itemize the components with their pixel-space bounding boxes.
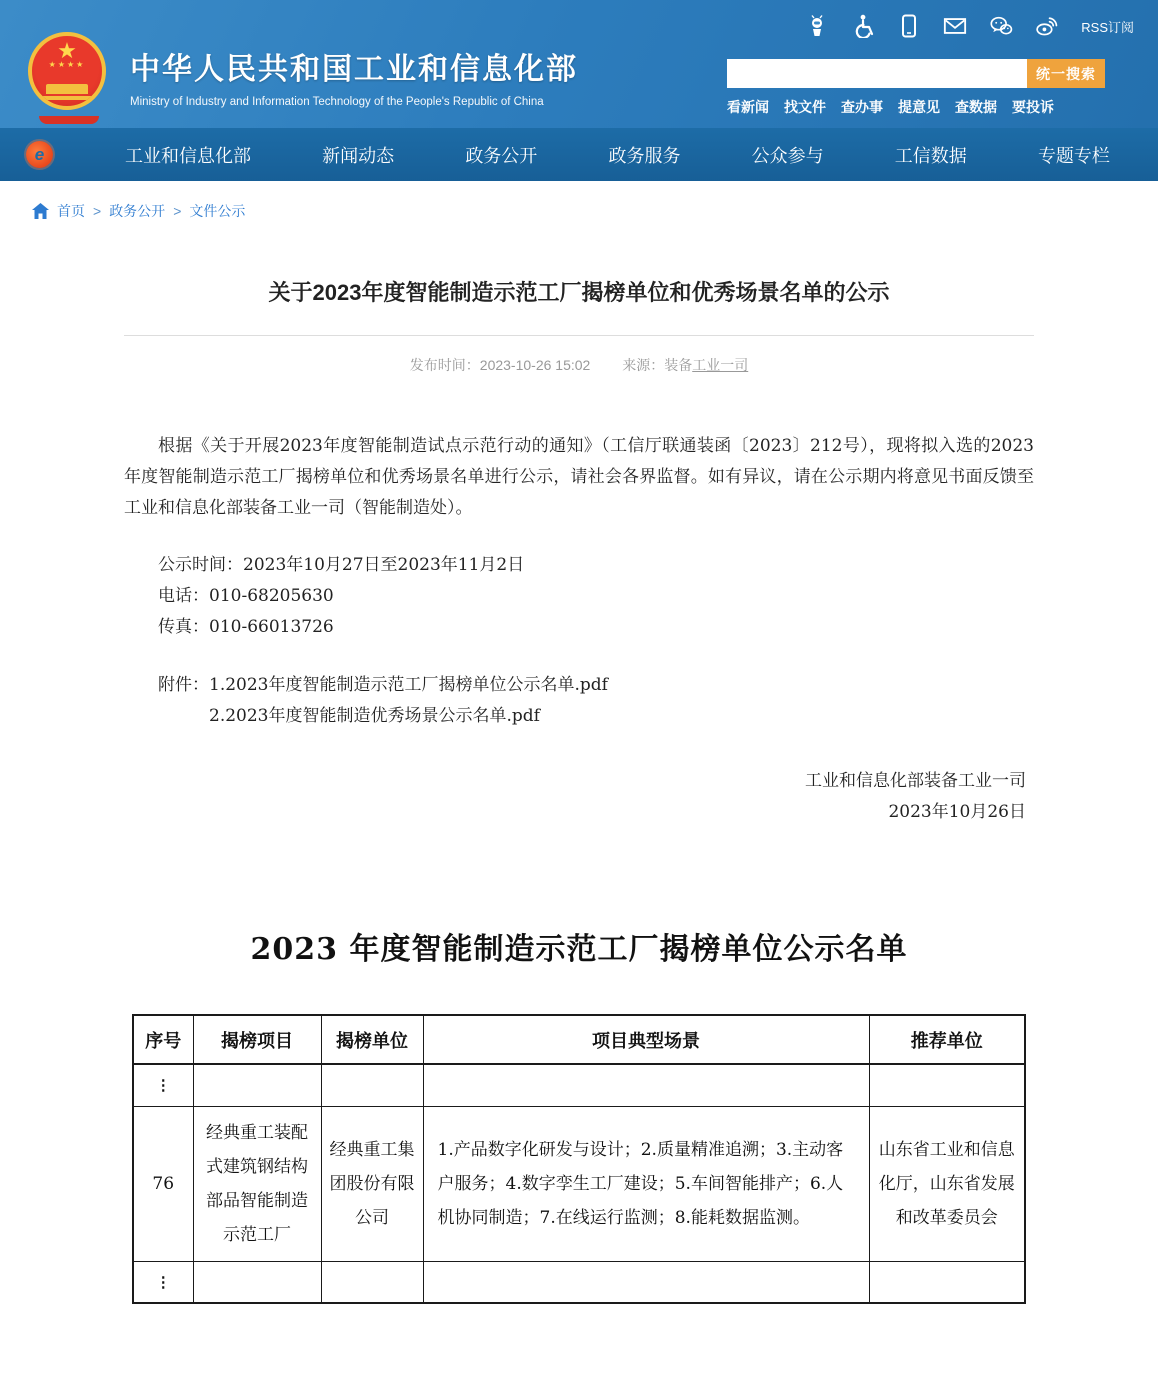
attachment-link-2[interactable]: 2.2023年度智能制造优秀场景公示名单.pdf xyxy=(209,706,540,726)
col-header-no: 序号 xyxy=(133,1015,193,1064)
table-row-ellipsis-bottom xyxy=(133,1261,1025,1303)
source-prefix: 来源：装备 xyxy=(622,357,693,373)
weibo-icon[interactable] xyxy=(1035,14,1059,38)
accessibility-icon[interactable] xyxy=(851,14,875,38)
rss-subscribe-link[interactable]: RSS订阅 xyxy=(1081,19,1134,35)
ellipsis-marker: ⋮ xyxy=(155,1272,171,1291)
breadcrumb-file-publicity[interactable]: 文件公示 xyxy=(189,203,246,219)
attachment-link-1[interactable]: 1.2023年度智能制造示范工厂揭榜单位公示名单.pdf xyxy=(209,675,608,695)
quick-link-complaint[interactable]: 要投诉 xyxy=(1012,99,1054,115)
nav-item-home[interactable]: 工业和信息化部 xyxy=(125,145,251,166)
fax-line: 传真：010-66013726 xyxy=(158,617,334,637)
emblem-ribbon-icon xyxy=(39,116,99,124)
breadcrumb-gov-open[interactable]: 政务公开 xyxy=(109,203,166,219)
emblem-star-icon: ★ xyxy=(57,38,77,63)
emblem-gate-base-icon xyxy=(41,96,93,100)
search-area xyxy=(727,59,1105,117)
nav-item-gov-open[interactable]: 政务公开 xyxy=(465,145,538,166)
article-meta xyxy=(124,355,1034,375)
info-lines xyxy=(158,550,1034,643)
topbar-icons xyxy=(805,14,1134,38)
nav-item-news[interactable]: 新闻动态 xyxy=(322,145,395,166)
cell-no: 76 xyxy=(133,1106,193,1261)
search-input[interactable] xyxy=(727,59,1027,88)
phone-line: 电话：010-68205630 xyxy=(158,586,334,606)
site-branding[interactable] xyxy=(28,32,578,120)
breadcrumb-separator: > xyxy=(173,203,182,219)
table-header-row xyxy=(133,1015,1025,1064)
cell-unit: 经典重工集团股份有限公司 xyxy=(321,1106,423,1261)
nav-logo-icon[interactable]: e xyxy=(26,141,53,168)
emblem-gate-icon xyxy=(46,84,88,94)
quick-link-suggest[interactable]: 提意见 xyxy=(898,99,940,115)
site-header xyxy=(0,0,1158,128)
article xyxy=(124,277,1034,968)
quick-link-news[interactable]: 看新闻 xyxy=(727,99,769,115)
mascot-icon[interactable] xyxy=(805,14,829,38)
breadcrumb-separator: > xyxy=(93,203,102,219)
wechat-icon[interactable] xyxy=(989,14,1013,38)
signature-date: 2023年10月26日 xyxy=(888,802,1026,822)
attachments xyxy=(158,670,1034,732)
roster-heading: 2023 年度智能制造示范工厂揭榜单位公示名单 xyxy=(250,932,908,967)
home-icon[interactable] xyxy=(32,203,49,219)
nav-item-data[interactable]: 工信数据 xyxy=(894,145,967,166)
article-title: 关于2023年度智能制造示范工厂揭榜单位和优秀场景名单的公示 xyxy=(268,280,890,305)
signature-org: 工业和信息化部装备工业一司 xyxy=(805,771,1026,791)
cell-recommender: 山东省工业和信息化厅，山东省发展和改革委员会 xyxy=(869,1106,1025,1261)
main-nav xyxy=(0,128,1158,181)
col-header-unit: 揭榜单位 xyxy=(321,1015,423,1064)
mobile-icon[interactable] xyxy=(897,14,921,38)
ellipsis-marker: ⋮ xyxy=(155,1076,171,1095)
signature-block xyxy=(124,766,1034,828)
site-title-en: Ministry of Industry and Information Technology of the People's Republic of China xyxy=(130,96,544,108)
page-content xyxy=(0,181,1158,1304)
source-department-link[interactable]: 工业一司 xyxy=(692,357,749,373)
unified-search-button[interactable]: 统一搜索 xyxy=(1027,59,1105,88)
site-title-cn: 中华人民共和国工业和信息化部 xyxy=(130,53,578,86)
publicity-period: 公示时间：2023年10月27日至2023年11月2日 xyxy=(158,555,525,575)
quick-link-files[interactable]: 找文件 xyxy=(784,99,826,115)
col-header-project: 揭榜项目 xyxy=(193,1015,321,1064)
mail-icon[interactable] xyxy=(943,14,967,38)
article-paragraph: 根据《关于开展2023年度智能制造试点示范行动的通知》（工信厅联通装函〔2023〕212号），现将拟入选的2023年度智能制造示范工厂揭榜单位和优秀场景名单进行公示，请社会各界监督。如有异议，请在公示期内将意见书面反馈至工业和信息化部装备工业一司（智能制造处）。 xyxy=(124,436,1034,518)
breadcrumb-home[interactable]: 首页 xyxy=(57,203,85,219)
cell-project: 经典重工装配式建筑钢结构部品智能制造示范工厂 xyxy=(193,1106,321,1261)
col-header-scenes: 项目典型场景 xyxy=(423,1015,869,1064)
attachment-label: 附件： xyxy=(158,675,209,695)
national-emblem xyxy=(28,32,110,120)
nav-item-special[interactable]: 专题专栏 xyxy=(1037,145,1110,166)
table-row-ellipsis-top xyxy=(133,1064,1025,1106)
national-emblem-circle xyxy=(28,32,106,110)
nav-item-gov-service[interactable]: 政务服务 xyxy=(608,145,681,166)
title-divider xyxy=(124,335,1034,336)
roster-table xyxy=(132,1014,1026,1304)
emblem-small-stars-icon: ★★★★ xyxy=(48,60,86,69)
quick-links xyxy=(727,97,1105,117)
breadcrumb xyxy=(32,201,1158,221)
nav-item-participation[interactable]: 公众参与 xyxy=(751,145,824,166)
publish-time: 发布时间：2023-10-26 15:02 xyxy=(409,357,591,373)
cell-scenes: 1.产品数字化研发与设计；2.质量精准追溯；3.主动客户服务；4.数字孪生工厂建设；5.车间智能排产；6.人机协同制造；7.在线运行监测；8.能耗数据监测。 xyxy=(423,1106,869,1261)
col-header-recommender: 推荐单位 xyxy=(869,1015,1025,1064)
table-row xyxy=(133,1106,1025,1261)
quick-link-services[interactable]: 查办事 xyxy=(841,99,883,115)
quick-link-data[interactable]: 查数据 xyxy=(955,99,997,115)
